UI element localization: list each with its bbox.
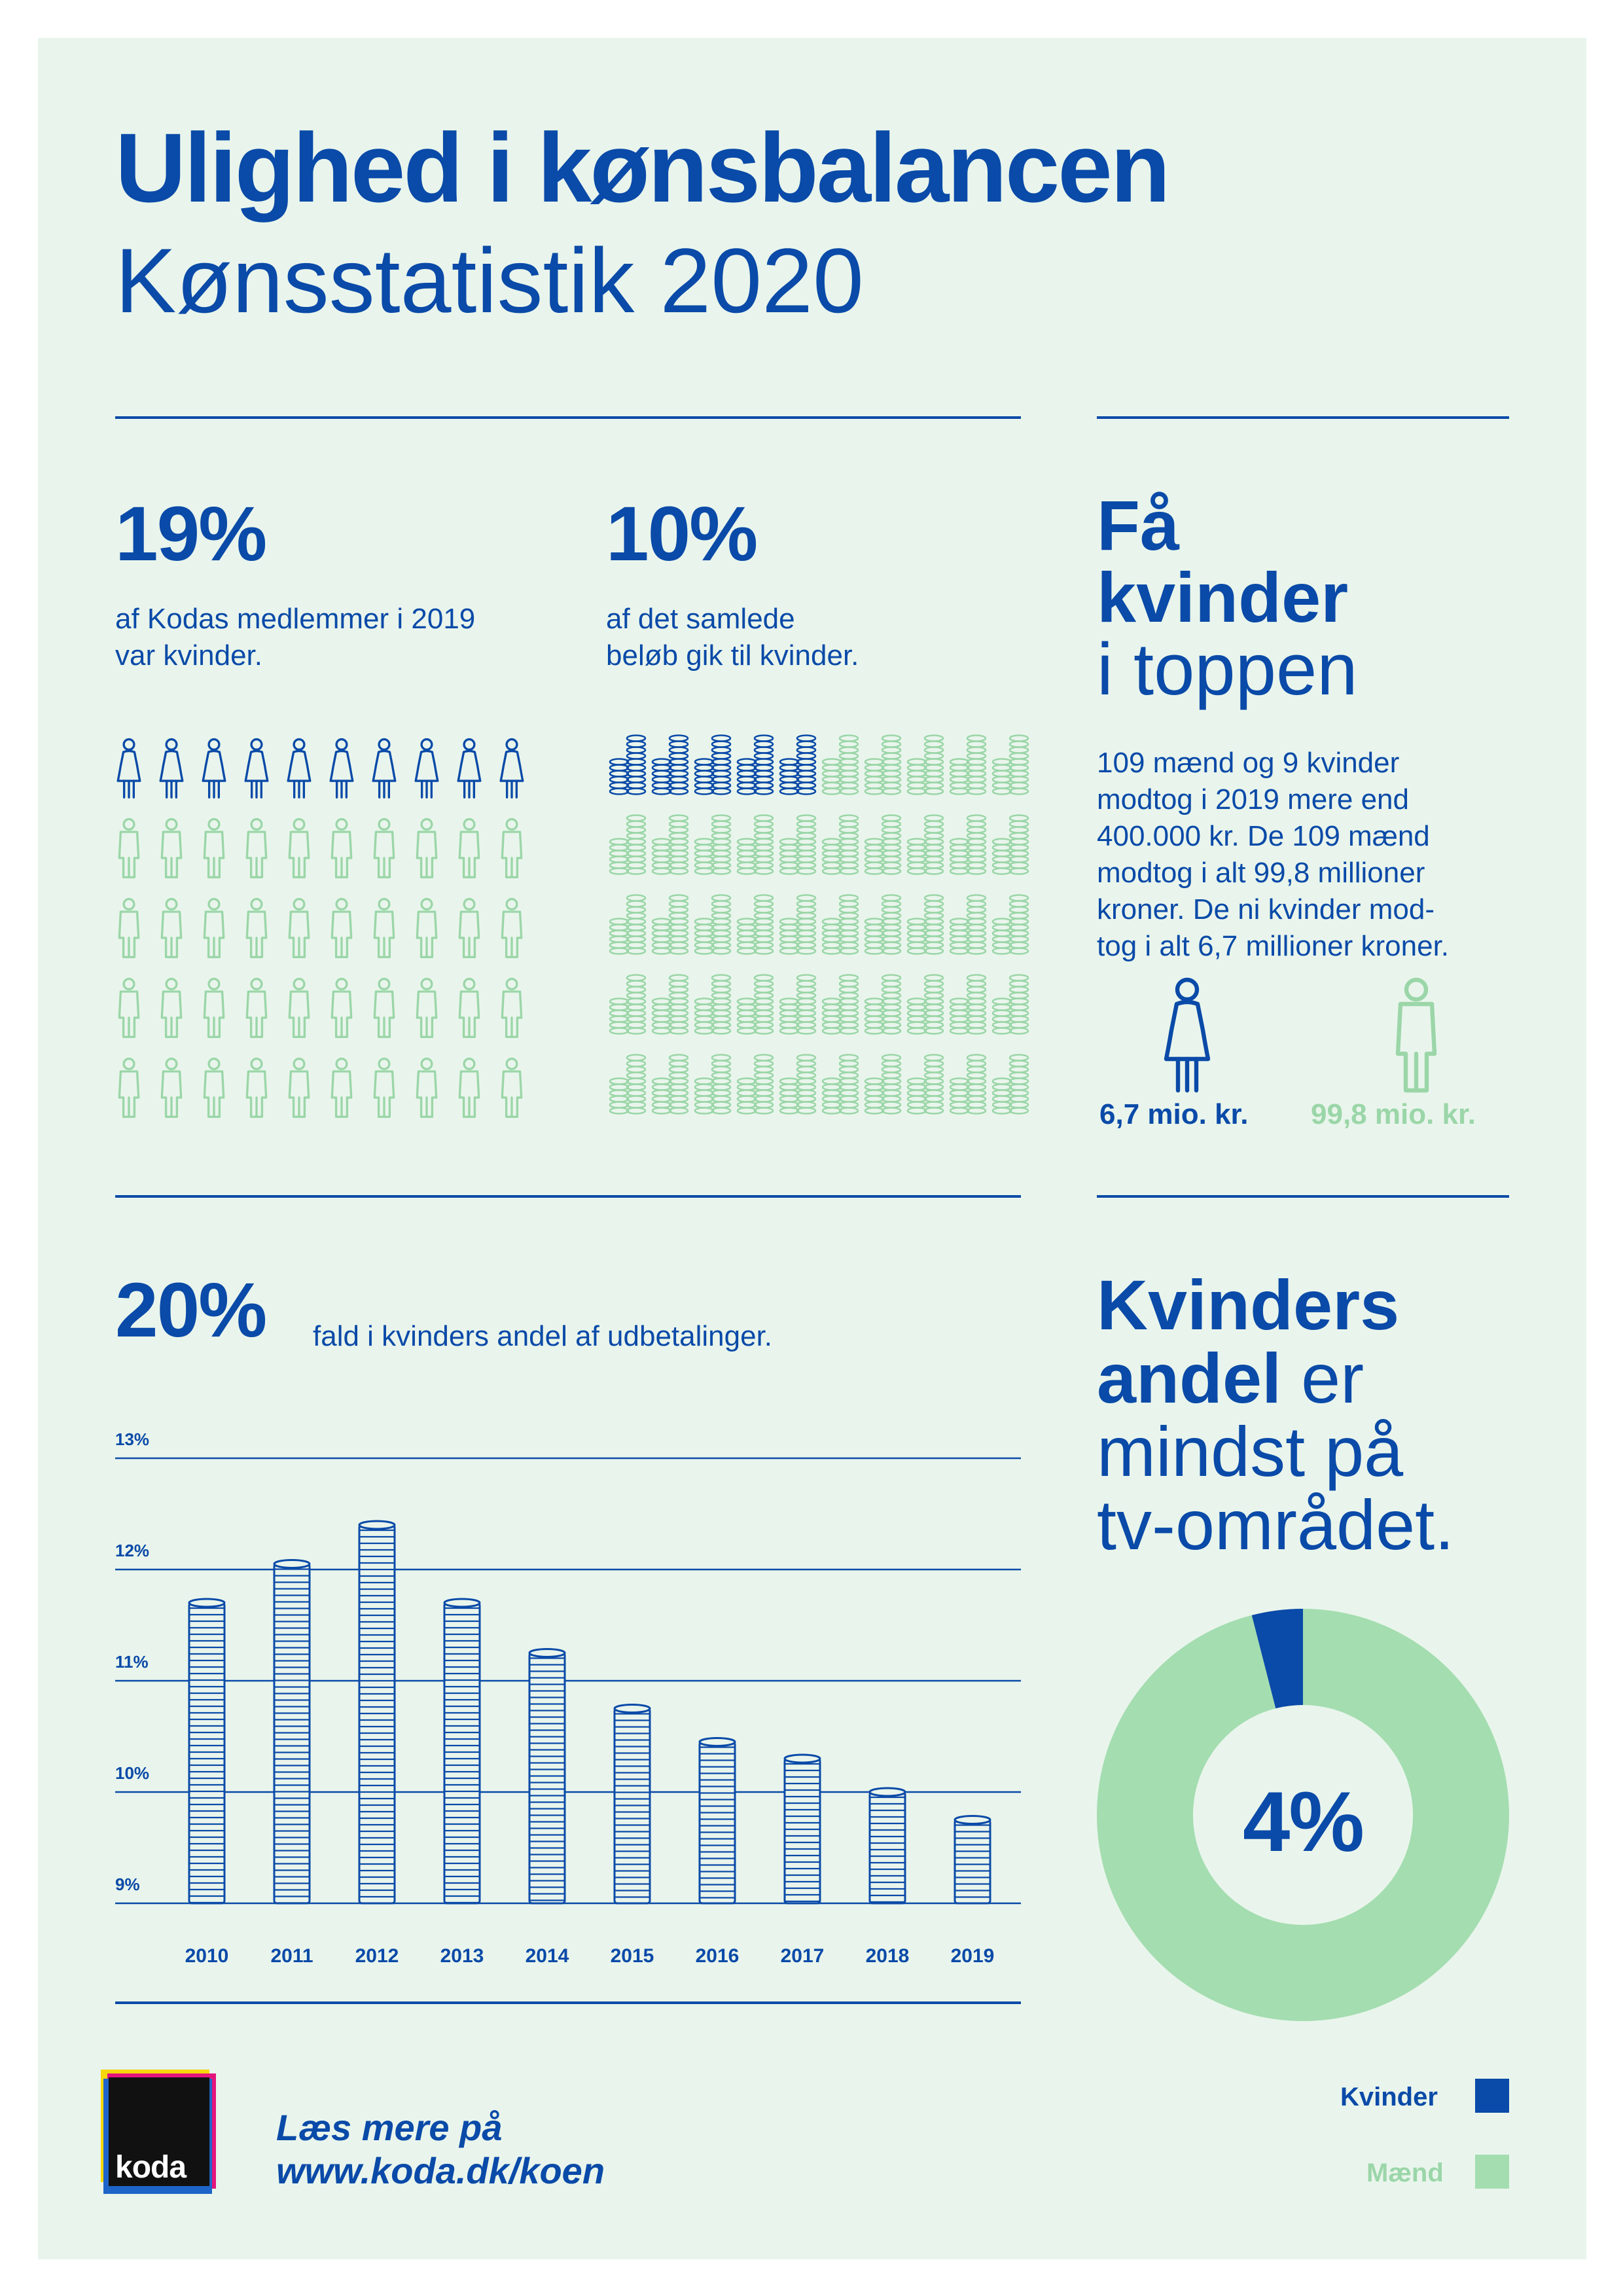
coin-stack (908, 759, 926, 795)
coin-stack (865, 839, 883, 874)
man-pictogram (119, 899, 138, 958)
men-coins-pictogram (950, 895, 986, 954)
coin-stack (993, 759, 1011, 795)
man-pictogram (247, 899, 266, 958)
x-tick-label: 2012 (355, 1945, 399, 1967)
man-pictogram (204, 819, 223, 878)
coin-stack (669, 1055, 688, 1114)
stat-members-value: 19% (115, 491, 266, 577)
men-coins-pictogram (780, 975, 815, 1034)
coin-stack (882, 816, 901, 874)
coin-stack (840, 1055, 858, 1114)
man-pictogram (502, 979, 521, 1037)
men-coins-pictogram (865, 1055, 901, 1114)
man-pictogram (502, 899, 521, 958)
bar-2013 (444, 1599, 480, 1903)
divider-top-right (1097, 416, 1509, 419)
logo-text: koda (115, 2150, 187, 2185)
man-pictogram (459, 819, 478, 878)
bar-2019 (955, 1816, 990, 1904)
man-pictogram (247, 819, 266, 878)
coin-stack (950, 1079, 969, 1114)
divider-mid-left (115, 1195, 1021, 1198)
coin-stack (950, 759, 969, 795)
men-coins-pictogram (695, 1055, 730, 1114)
coin-stack (780, 999, 798, 1034)
coin-stack (823, 839, 841, 874)
bar-2016 (700, 1738, 735, 1904)
men-coins-pictogram (865, 895, 901, 954)
x-tick-label: 2017 (780, 1945, 825, 1967)
coin-stack (755, 1055, 773, 1114)
coin-stack (1010, 816, 1028, 874)
y-tick-label: 13% (115, 1429, 150, 1449)
coin-stack (695, 759, 713, 795)
coin-stack (967, 736, 986, 795)
coin-stack (755, 895, 773, 954)
men-coins-pictogram (908, 1055, 943, 1114)
stat-amount-text1: af det samlede (606, 603, 795, 635)
men-coins-pictogram (780, 1055, 815, 1114)
coin-stack (627, 816, 645, 874)
legend-swatch-men (1475, 2155, 1509, 2189)
women-coins-pictogram (610, 736, 645, 795)
coin-stack (669, 816, 688, 874)
legend-swatch-women (1475, 2079, 1509, 2113)
man-pictogram (502, 819, 521, 878)
men-coins-pictogram (993, 816, 1028, 874)
man-pictogram (162, 819, 181, 878)
coin-stack (610, 759, 628, 795)
men-coins-pictogram (610, 816, 645, 874)
decline-text: fald i kvinders andel af udbetalinger. (313, 1320, 773, 1352)
top-heading-1: Få (1097, 486, 1180, 565)
coin-stack (840, 895, 858, 954)
coin-stack (652, 999, 671, 1034)
coin-stack (755, 736, 773, 795)
read-more-link[interactable]: www.koda.dk/koen (276, 2150, 605, 2191)
man-pictogram (459, 979, 478, 1037)
coin-stack (797, 816, 815, 874)
coin-stack (627, 736, 645, 795)
donut-center-label: 4% (1243, 1774, 1363, 1869)
woman-pictogram (203, 740, 225, 798)
man-pictogram (162, 1059, 181, 1117)
coin-stack (823, 759, 841, 795)
coin-stack (925, 975, 943, 1034)
men-coins-pictogram (993, 1055, 1028, 1114)
top-heading-2: kvinder (1097, 558, 1349, 637)
men-coins-pictogram (823, 1055, 858, 1114)
payout-share-chart (115, 1386, 1021, 1995)
coin-stack (925, 895, 943, 954)
men-coins-pictogram (950, 736, 986, 795)
coin-stack (712, 816, 730, 874)
men-coins-pictogram (908, 816, 943, 874)
man-pictogram (417, 1059, 436, 1117)
men-amount: 99,8 mio. kr. (1311, 1098, 1476, 1130)
coin-stack (712, 975, 730, 1034)
woman-icon (1158, 977, 1217, 1088)
coin-stack (993, 1079, 1011, 1114)
man-pictogram (459, 1059, 478, 1117)
men-coins-pictogram (823, 816, 858, 874)
women-coins-pictogram (652, 736, 688, 795)
men-coins-pictogram (908, 736, 943, 795)
coin-stack (950, 999, 969, 1034)
coin-stack (950, 919, 969, 954)
coin-stack (1010, 975, 1028, 1034)
coin-stack (797, 895, 815, 954)
coin-stack (797, 975, 815, 1034)
men-coins-pictogram (738, 975, 773, 1034)
coin-stack (908, 919, 926, 954)
x-tick-label: 2011 (270, 1945, 313, 1967)
coin-stack (865, 759, 883, 795)
woman-pictogram (245, 740, 268, 798)
woman-figure (1166, 980, 1208, 1090)
men-coins-pictogram (993, 895, 1028, 954)
coin-stack (627, 895, 645, 954)
woman-pictogram (288, 740, 310, 798)
man-pictogram (162, 899, 181, 958)
coin-stack (780, 839, 798, 874)
man-pictogram (204, 979, 223, 1037)
top-text-line-1: 109 mænd og 9 kvinder (1097, 747, 1400, 779)
men-coins-pictogram (610, 895, 645, 954)
coin-stack (925, 816, 943, 874)
divider-bottom-left (115, 2001, 1021, 2004)
man-figure (1398, 980, 1435, 1090)
x-tick-label: 2019 (950, 1945, 995, 1967)
coin-stack (695, 999, 713, 1034)
bar-2010 (189, 1599, 224, 1903)
coin-stack (950, 839, 969, 874)
men-coins-pictogram (695, 816, 730, 874)
coin-stack (738, 999, 756, 1034)
coin-stack (712, 895, 730, 954)
coin-stack (669, 736, 688, 795)
coin-stack (993, 839, 1011, 874)
legend-label-women: Kvinder (1340, 2083, 1438, 2111)
coin-stack (695, 1079, 713, 1114)
coin-stack (669, 895, 688, 954)
coin-stack (865, 999, 883, 1034)
coin-stack (738, 839, 756, 874)
man-pictogram (119, 1059, 138, 1117)
coin-stack (967, 895, 986, 954)
coin-stack (755, 816, 773, 874)
man-pictogram (289, 1059, 308, 1117)
men-coins-pictogram (823, 736, 858, 795)
men-coins-pictogram (652, 816, 688, 874)
man-pictogram (289, 899, 308, 958)
poster (38, 38, 1586, 2259)
top-text-line-6: tog i alt 6,7 millioner kroner. (1097, 930, 1450, 962)
bar-2018 (870, 1788, 905, 1903)
coin-stack (823, 1079, 841, 1114)
x-tick-label: 2010 (185, 1945, 229, 1967)
man-pictogram (162, 979, 181, 1037)
man-pictogram (119, 819, 138, 878)
coin-stack (882, 1055, 901, 1114)
men-coins-pictogram (652, 895, 688, 954)
man-pictogram (374, 819, 393, 878)
coin-stack (865, 1079, 883, 1114)
coin-stack (908, 839, 926, 874)
coin-stack (823, 999, 841, 1034)
women-coins-pictogram (695, 736, 730, 795)
bar-2011 (274, 1560, 310, 1904)
stat-members-text1: af Kodas medlemmer i 2019 (115, 603, 476, 635)
men-coins-pictogram (738, 1055, 773, 1114)
coin-stack (908, 1079, 926, 1114)
top-text-line-5: kroner. De ni kvinder mod- (1097, 893, 1435, 925)
coin-stack (967, 975, 986, 1034)
woman-pictogram (416, 740, 438, 798)
man-icon (1387, 977, 1446, 1088)
top-text-line-2: modtog i 2019 mere end (1097, 783, 1409, 816)
coin-stack (712, 736, 730, 795)
coin-stack (738, 759, 756, 795)
woman-pictogram (373, 740, 395, 798)
men-coins-pictogram (652, 1055, 688, 1114)
coin-stack (993, 999, 1011, 1034)
woman-pictogram (501, 740, 523, 798)
coin-stack (967, 816, 986, 874)
man-pictogram (374, 1059, 393, 1117)
coin-stack (695, 839, 713, 874)
coin-stack (652, 1079, 671, 1114)
coin-stack (610, 919, 628, 954)
coin-stack (882, 895, 901, 954)
woman-pictogram (330, 740, 353, 798)
coin-stack (1010, 736, 1028, 795)
bar-2015 (615, 1705, 650, 1904)
coin-stack (652, 759, 671, 795)
coin-stack (882, 736, 901, 795)
coin-stack (652, 839, 671, 874)
coin-stack (610, 1079, 628, 1114)
men-coins-pictogram (950, 975, 986, 1034)
men-coins-pictogram (993, 975, 1028, 1034)
coin-stack (780, 919, 798, 954)
men-coins-pictogram (823, 975, 858, 1034)
men-coins-pictogram (652, 975, 688, 1034)
coin-stack (755, 975, 773, 1034)
man-pictogram (332, 819, 351, 878)
coin-stack (738, 1079, 756, 1114)
men-coins-pictogram (610, 1055, 645, 1114)
y-tick-label: 12% (115, 1541, 150, 1560)
women-coins-pictogram (780, 736, 815, 795)
coin-stack (627, 975, 645, 1034)
top-heading-3: i toppen (1097, 628, 1358, 710)
men-coins-pictogram (950, 816, 986, 874)
top-text-line-3: 400.000 kr. De 109 mænd (1097, 820, 1430, 852)
bar-2017 (785, 1755, 820, 1903)
man-pictogram (374, 899, 393, 958)
x-tick-label: 2014 (525, 1945, 569, 1967)
coin-stack (780, 759, 798, 795)
men-coins-pictogram (738, 895, 773, 954)
man-pictogram (502, 1059, 521, 1117)
men-coins-pictogram (738, 816, 773, 874)
men-coins-pictogram (865, 975, 901, 1034)
coin-stack (967, 1055, 986, 1114)
coin-stack (840, 975, 858, 1034)
men-coins-pictogram (610, 975, 645, 1034)
coin-stack (652, 919, 671, 954)
man-pictogram (247, 1059, 266, 1117)
man-pictogram (204, 899, 223, 958)
x-tick-label: 2018 (865, 1945, 910, 1967)
coin-stack (865, 919, 883, 954)
stat-members-text2: var kvinder. (115, 639, 262, 672)
x-tick-label: 2013 (440, 1945, 484, 1967)
y-tick-label: 9% (115, 1874, 140, 1894)
woman-pictogram (458, 740, 480, 798)
amount-pictogram-grid (38, 38, 39, 39)
man-pictogram (417, 899, 436, 958)
man-pictogram (332, 979, 351, 1037)
tv-heading-4: tv-området. (1097, 1485, 1455, 1564)
women-coins-pictogram (738, 736, 773, 795)
man-pictogram (332, 1059, 351, 1117)
man-pictogram (119, 979, 138, 1037)
men-coins-pictogram (823, 895, 858, 954)
divider-top-left (115, 416, 1021, 419)
man-pictogram (289, 979, 308, 1037)
man-pictogram (204, 1059, 223, 1117)
bar-2012 (359, 1521, 395, 1903)
coin-stack (610, 839, 628, 874)
coin-stack (797, 1055, 815, 1114)
coin-stack (780, 1079, 798, 1114)
men-coins-pictogram (908, 975, 943, 1034)
legend-label-men: Mænd (1366, 2159, 1444, 2187)
men-coins-pictogram (695, 975, 730, 1034)
men-coins-pictogram (780, 816, 815, 874)
tv-heading-1: Kvinders (1097, 1265, 1400, 1344)
x-tick-label: 2015 (610, 1945, 654, 1967)
coin-stack (925, 736, 943, 795)
woman-pictogram (160, 740, 183, 798)
y-tick-label: 11% (115, 1652, 149, 1672)
decline-value: 20% (115, 1267, 266, 1354)
coin-stack (840, 736, 858, 795)
man-pictogram (459, 899, 478, 958)
top-text-line-4: modtog i alt 99,8 millioner (1097, 857, 1425, 889)
coin-stack (840, 816, 858, 874)
coin-stack (1010, 1055, 1028, 1114)
coin-stack (1010, 895, 1028, 954)
tv-heading-2a: andel (1097, 1338, 1282, 1418)
men-coins-pictogram (865, 736, 901, 795)
x-tick-label: 2016 (695, 1945, 740, 1967)
men-coins-pictogram (908, 895, 943, 954)
coin-stack (882, 975, 901, 1034)
coin-stack (738, 919, 756, 954)
coin-stack (797, 736, 815, 795)
divider-mid-right (1097, 1195, 1509, 1198)
man-pictogram (374, 979, 393, 1037)
man-pictogram (247, 979, 266, 1037)
coin-stack (925, 1055, 943, 1114)
coin-stack (695, 919, 713, 954)
coin-stack (627, 1055, 645, 1114)
coin-stack (908, 999, 926, 1034)
woman-pictogram (118, 740, 140, 798)
stat-amount-text2: beløb gik til kvinder. (606, 639, 859, 672)
bar-2014 (529, 1649, 565, 1904)
koda-logo (101, 2070, 219, 2194)
men-coins-pictogram (993, 736, 1028, 795)
tv-heading-2 (1097, 1338, 1364, 1418)
coin-stack (610, 999, 628, 1034)
tv-heading-2b: er (1301, 1338, 1364, 1418)
man-pictogram (417, 819, 436, 878)
man-pictogram (332, 899, 351, 958)
stat-amount-value: 10% (606, 491, 757, 577)
men-coins-pictogram (695, 895, 730, 954)
page-subtitle: Kønsstatistik 2020 (115, 229, 864, 332)
coin-stack (712, 1055, 730, 1114)
men-coins-pictogram (780, 895, 815, 954)
page-title: Ulighed i kønsbalancen (115, 113, 1169, 223)
tv-heading-3: mindst på (1097, 1412, 1404, 1491)
women-amount: 6,7 mio. kr. (1099, 1098, 1249, 1130)
read-more-label: Læs mere på (276, 2107, 503, 2148)
men-coins-pictogram (950, 1055, 986, 1114)
coin-stack (993, 919, 1011, 954)
man-pictogram (417, 979, 436, 1037)
coin-stack (669, 975, 688, 1034)
men-coins-pictogram (865, 816, 901, 874)
y-tick-label: 10% (115, 1763, 150, 1783)
coin-stack (823, 919, 841, 954)
man-pictogram (289, 819, 308, 878)
